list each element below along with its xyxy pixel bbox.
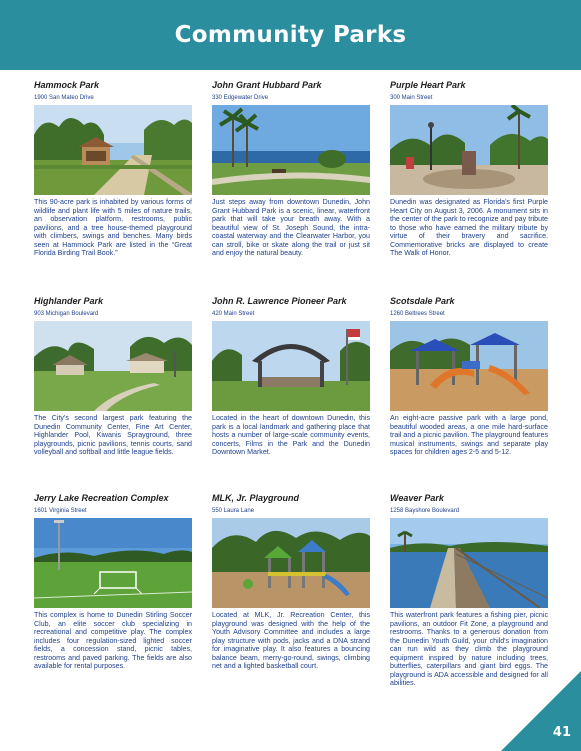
page-title: Community Parks xyxy=(174,22,407,48)
park-address: 1900 San Mateo Drive xyxy=(34,95,94,101)
park-description: This waterfront park features a fishing pier, picnic pavilions, an outdoor Fit Zone, a playground and restrooms. Thanks to a generous donation from the Dunedin Youth Guild, your child's imagination can run wild as they climb the playground equipment inspired by nature including trees, butterflies, caterpillars and giant bird eggs. The playground is ADA accessible and designed for all abilities. xyxy=(390,611,548,687)
park-card-hubbard xyxy=(212,80,370,258)
park-name: Highlander Park xyxy=(34,296,104,306)
event-stage-photo xyxy=(212,321,370,411)
park-description: This 90-acre park is inhabited by various forms of wildlife and plant life with 5 miles of nature trails, an observation platform, restrooms, public pavilions, and a tree house-themed playground with climbers, swings and benches. Many birds seen at Hammock Park are listed in the “Great Florida Birding Trail Book.” xyxy=(34,198,192,257)
park-card-hammock xyxy=(34,80,192,258)
page-number: 41 xyxy=(552,725,571,740)
park-name: Jerry Lake Recreation Complex xyxy=(34,493,169,503)
park-address: 300 Main Street xyxy=(390,95,433,101)
monument-plaza-photo xyxy=(390,105,548,195)
park-address: 903 Michigan Boulevard xyxy=(34,311,99,317)
park-description: An eight-acre passive park with a large pond, beautiful wooded areas, a one mile hard-surface trail and a picnic pavilion. The playground features musical instruments, swings and separate play spaces for children ages 2-5 and 5-12. xyxy=(390,414,548,456)
park-address: 420 Main Street xyxy=(212,311,255,317)
park-description: Just steps away from downtown Dunedin, John Grant Hubbard Park is a scenic, linear, waterfront park that will take your breath away. With a beautiful view of St. Joseph Sound, the intra-coastal waterway and the Clearwater Harbor, you can stroll, bike or skate along the trail or just sit and enjoy the natural beauty. xyxy=(212,198,370,257)
park-address: 550 Laura Lane xyxy=(212,508,255,514)
park-address: 1260 Beltrees Street xyxy=(390,311,445,317)
park-name: Hammock Park xyxy=(34,80,100,90)
gazebo-boardwalk-photo xyxy=(34,105,192,195)
page-header xyxy=(0,0,581,70)
playground-structure-photo xyxy=(212,518,370,608)
parks-grid xyxy=(0,70,581,751)
park-description: This complex is home to Dunedin Stirling Soccer Club, an elite soccer club specializing in recreational and competitive play. The complex includes four regulation-sized lighted soccer fields, a concession stand, picnic tables, restrooms and paved parking. The fields are also available for rental purposes. xyxy=(34,611,192,670)
park-description: Located at MLK, Jr. Recreation Center, this playground was designed with the help of the Youth Advisory Committee and includes a large play structure with pods, jacks and a DNA strand for imaginative play. It also features a bouncing balance beam, merry-go-round, swings, climbing net and a lighted basketball court. xyxy=(212,611,370,670)
park-address: 1258 Bayshore Boulevard xyxy=(390,508,460,514)
waterfront-palms-photo xyxy=(212,105,370,195)
park-description: The City's second largest park featuring the Dunedin Community Center, Fine Art Center, Highlander Pool, Kiwanis Sprayground, three playgrounds, picnic pavilions, tennis courts, sand volleyball and softball and little league fields. xyxy=(34,414,192,456)
park-card-pioneer xyxy=(212,296,370,457)
park-card-highlander xyxy=(34,296,192,457)
park-address: 1601 Virginia Street xyxy=(34,508,87,514)
pavilion-lawn-photo xyxy=(34,321,192,411)
fishing-pier-photo xyxy=(390,518,548,608)
park-card-jerry-lake xyxy=(34,493,192,671)
shaded-playground-photo xyxy=(390,321,548,411)
park-card-purple-heart xyxy=(390,80,548,258)
park-name: Weaver Park xyxy=(390,493,444,503)
park-name: John R. Lawrence Pioneer Park xyxy=(212,296,347,306)
park-name: John Grant Hubbard Park xyxy=(212,80,322,90)
park-card-scotsdale xyxy=(390,296,548,457)
park-description: Located in the heart of downtown Dunedin, this park is a local landmark and gathering place that hosts a number of large-scale community events, concerts, Films in the Park and the Dunedin Downtown Market. xyxy=(212,414,370,456)
park-card-mlk xyxy=(212,493,370,671)
park-address: 330 Edgewater Drive xyxy=(212,95,269,101)
park-name: MLK, Jr. Playground xyxy=(212,493,300,503)
park-name: Scotsdale Park xyxy=(390,296,455,306)
park-description: Dunedin was designated as Florida's first Purple Heart City on August 3, 2006. A monument sits in the center of the park to recognize and pay tribute to those who have earned the military tribute by virtue of their bravery and sacrifice. Commemorative bricks are displayed to create The Walk of Honor. xyxy=(390,198,548,257)
soccer-field-photo xyxy=(34,518,192,608)
park-card-weaver xyxy=(390,493,548,688)
park-name: Purple Heart Park xyxy=(390,80,466,90)
